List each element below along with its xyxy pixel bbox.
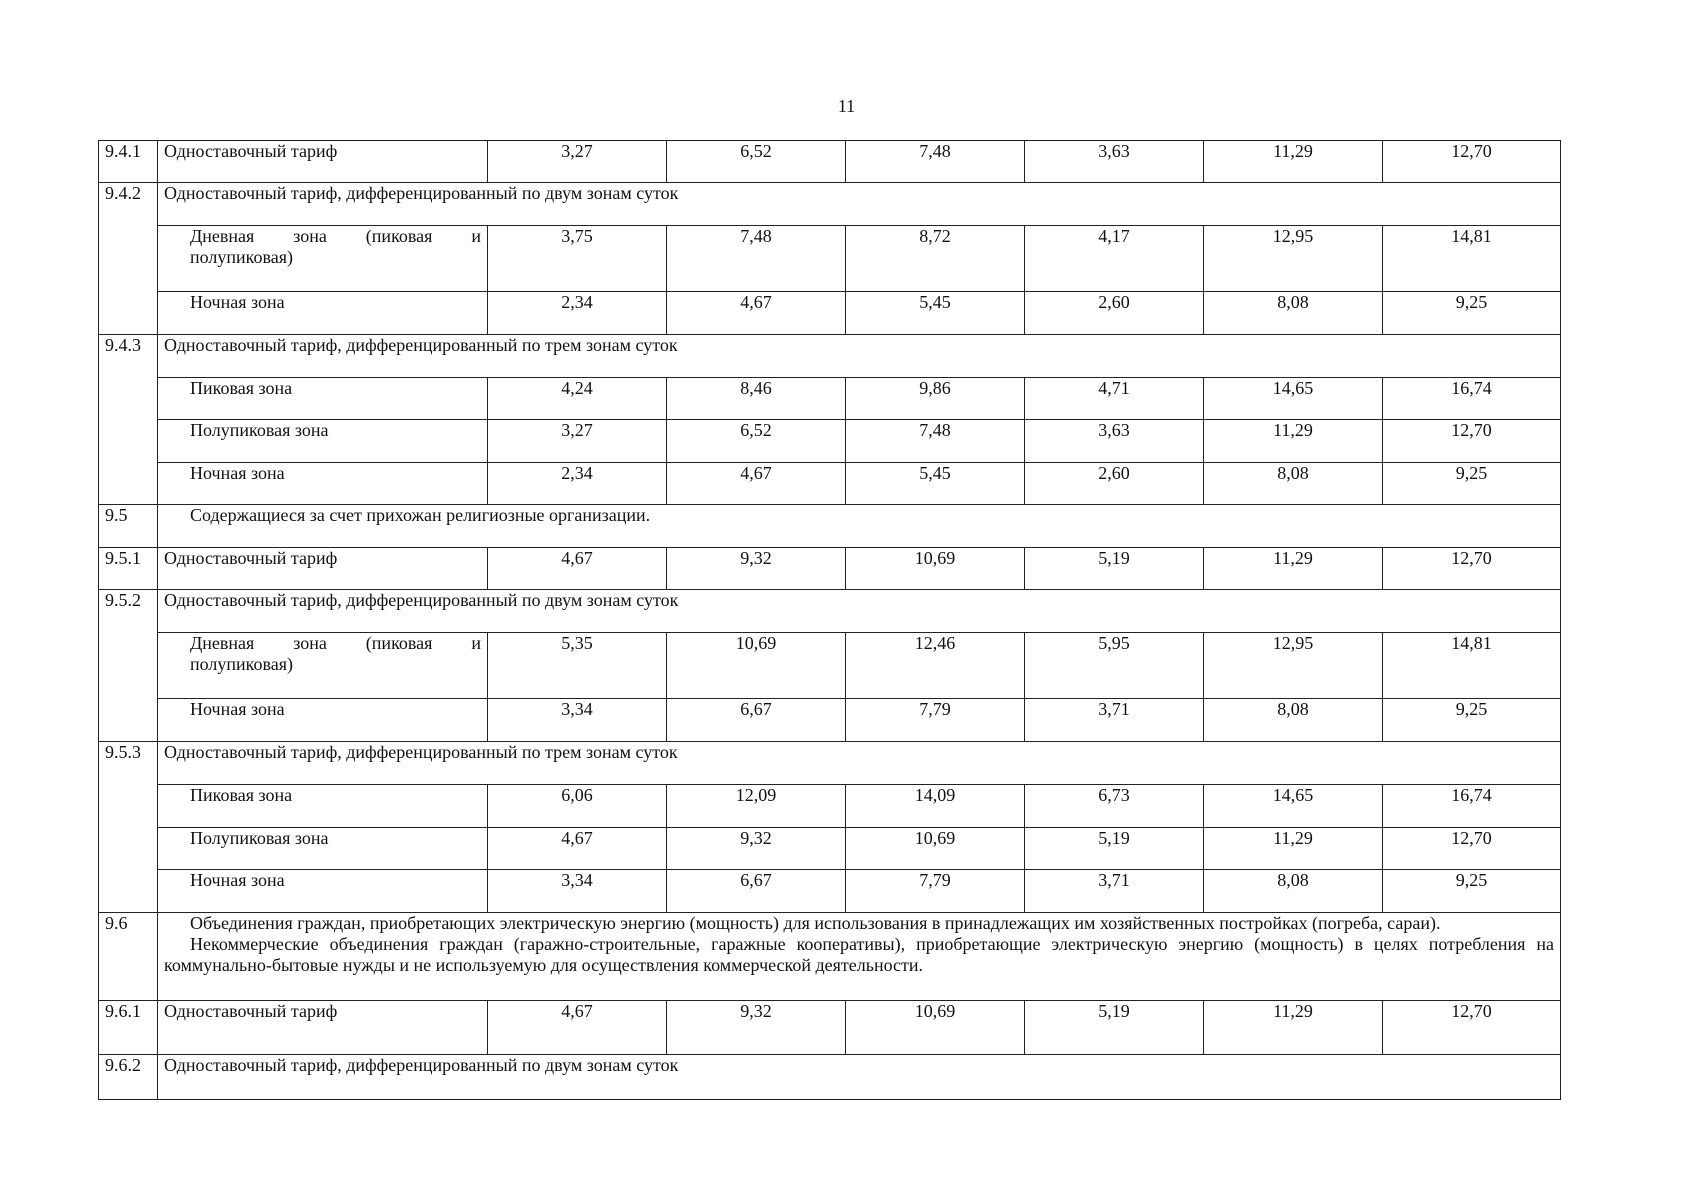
tariff-value: 3,34 bbox=[488, 699, 667, 742]
tariff-value: 8,08 bbox=[1204, 292, 1383, 335]
zone-label: Ночная зона bbox=[158, 699, 488, 742]
zone-label: Ночная зона bbox=[158, 463, 488, 505]
tariff-value: 10,69 bbox=[846, 1001, 1025, 1055]
tariff-value: 4,67 bbox=[488, 1001, 667, 1055]
tariff-value: 11,29 bbox=[1204, 828, 1383, 870]
tariff-value: 9,32 bbox=[667, 1001, 846, 1055]
section-header: Одноставочный тариф, дифференцированный по двум зонам суток bbox=[158, 183, 1561, 226]
category-header: Содержащиеся за счет прихожан религиозные организации. bbox=[158, 505, 1561, 548]
tariff-value: 3,71 bbox=[1025, 699, 1204, 742]
tariff-value: 12,70 bbox=[1383, 548, 1561, 590]
tariff-value: 9,25 bbox=[1383, 463, 1561, 505]
tariff-value: 3,34 bbox=[488, 870, 667, 913]
tariff-value: 11,29 bbox=[1204, 420, 1383, 463]
tariff-value: 6,67 bbox=[667, 699, 846, 742]
tariff-value: 5,95 bbox=[1025, 633, 1204, 699]
tariff-value: 6,06 bbox=[488, 785, 667, 828]
tariff-value: 8,08 bbox=[1204, 699, 1383, 742]
tariff-value: 11,29 bbox=[1204, 1001, 1383, 1055]
zone-label: Ночная зона bbox=[158, 870, 488, 913]
table-row bbox=[99, 548, 1561, 590]
table-row bbox=[99, 1001, 1561, 1055]
tariff-value: 7,48 bbox=[846, 420, 1025, 463]
table-row bbox=[99, 913, 1561, 1001]
table-row bbox=[99, 870, 1561, 913]
tariff-value: 5,35 bbox=[488, 633, 667, 699]
category-description bbox=[158, 913, 1561, 1001]
tariff-value: 5,19 bbox=[1025, 548, 1204, 590]
zone-label: Пиковая зона bbox=[158, 378, 488, 420]
tariff-label: Одноставочный тариф bbox=[158, 548, 488, 590]
tariff-value: 5,45 bbox=[846, 463, 1025, 505]
table-row bbox=[99, 420, 1561, 463]
row-number: 9.5.2 bbox=[99, 590, 158, 742]
page-number: 11 bbox=[837, 96, 856, 116]
tariff-value: 12,09 bbox=[667, 785, 846, 828]
tariff-value: 12,95 bbox=[1204, 226, 1383, 292]
tariff-value: 4,24 bbox=[488, 378, 667, 420]
tariff-table-body bbox=[99, 141, 1561, 1100]
zone-label: Пиковая зона bbox=[158, 785, 488, 828]
section-header: Одноставочный тариф, дифференцированный по трем зонам суток bbox=[158, 335, 1561, 378]
tariff-value: 16,74 bbox=[1383, 378, 1561, 420]
table-row bbox=[99, 590, 1561, 633]
tariff-value: 9,25 bbox=[1383, 292, 1561, 335]
tariff-value: 4,67 bbox=[488, 548, 667, 590]
tariff-value: 3,63 bbox=[1025, 141, 1204, 183]
row-number: 9.4.3 bbox=[99, 335, 158, 505]
table-row bbox=[99, 141, 1561, 183]
tariff-value: 12,70 bbox=[1383, 828, 1561, 870]
zone-label: Полупиковая зона bbox=[158, 420, 488, 463]
tariff-value: 8,46 bbox=[667, 378, 846, 420]
tariff-value: 9,32 bbox=[667, 828, 846, 870]
table-row bbox=[99, 1055, 1561, 1100]
tariff-value: 5,45 bbox=[846, 292, 1025, 335]
category-paragraph: Объединения граждан, приобретающих электрическую энергию (мощность) для использования в принадлежащих им хозяйственных постройках (погреба, сараи). bbox=[190, 913, 1441, 933]
tariff-value: 2,34 bbox=[488, 463, 667, 505]
section-header: Одноставочный тариф, дифференцированный по двум зонам суток bbox=[158, 1055, 1561, 1100]
section-header: Одноставочный тариф, дифференцированный по двум зонам суток bbox=[158, 590, 1561, 633]
row-number: 9.5 bbox=[99, 505, 158, 548]
table-row bbox=[99, 742, 1561, 785]
tariff-value: 3,71 bbox=[1025, 870, 1204, 913]
row-number: 9.6.2 bbox=[99, 1055, 158, 1100]
tariff-value: 7,48 bbox=[846, 141, 1025, 183]
tariff-value: 3,75 bbox=[488, 226, 667, 292]
tariff-value: 9,86 bbox=[846, 378, 1025, 420]
tariff-value: 12,70 bbox=[1383, 1001, 1561, 1055]
table-row bbox=[99, 785, 1561, 828]
tariff-value: 11,29 bbox=[1204, 141, 1383, 183]
tariff-value: 10,69 bbox=[846, 548, 1025, 590]
zone-label: Дневная зона (пиковая и полупиковая) bbox=[158, 633, 488, 699]
section-header: Одноставочный тариф, дифференцированный по трем зонам суток bbox=[158, 742, 1561, 785]
row-number: 9.5.3 bbox=[99, 742, 158, 913]
tariff-value: 6,67 bbox=[667, 870, 846, 913]
table-row bbox=[99, 378, 1561, 420]
row-number: 9.6.1 bbox=[99, 1001, 158, 1055]
table-row bbox=[99, 335, 1561, 378]
tariff-value: 8,08 bbox=[1204, 870, 1383, 913]
tariff-value: 7,48 bbox=[667, 226, 846, 292]
tariff-value: 9,25 bbox=[1383, 870, 1561, 913]
tariff-value: 3,27 bbox=[488, 420, 667, 463]
tariff-value: 14,65 bbox=[1204, 378, 1383, 420]
category-paragraph: Некоммерческие объединения граждан (гаражно-строительные, гаражные кооперативы), приобретающие электрическую энергию (мощность) в целях потребления на коммунально-бытовые нужды и не используемую для осуществления коммерческой деятельности. bbox=[164, 934, 1554, 975]
tariff-value: 4,71 bbox=[1025, 378, 1204, 420]
tariff-value: 2,60 bbox=[1025, 292, 1204, 335]
table-row bbox=[99, 505, 1561, 548]
tariff-value: 6,73 bbox=[1025, 785, 1204, 828]
table-row bbox=[99, 828, 1561, 870]
tariff-value: 4,67 bbox=[667, 463, 846, 505]
tariff-value: 6,52 bbox=[667, 420, 846, 463]
tariff-value: 4,17 bbox=[1025, 226, 1204, 292]
tariff-value: 4,67 bbox=[667, 292, 846, 335]
tariff-value: 12,70 bbox=[1383, 141, 1561, 183]
tariff-value: 14,65 bbox=[1204, 785, 1383, 828]
tariff-value: 14,81 bbox=[1383, 633, 1561, 699]
tariff-value: 12,46 bbox=[846, 633, 1025, 699]
tariff-value: 2,60 bbox=[1025, 463, 1204, 505]
table-row bbox=[99, 226, 1561, 292]
tariff-value: 14,81 bbox=[1383, 226, 1561, 292]
row-number: 9.4.2 bbox=[99, 183, 158, 335]
tariff-value: 12,95 bbox=[1204, 633, 1383, 699]
table-row bbox=[99, 183, 1561, 226]
row-number: 9.6 bbox=[99, 913, 158, 1001]
row-number: 9.4.1 bbox=[99, 141, 158, 183]
row-number: 9.5.1 bbox=[99, 548, 158, 590]
tariff-label: Одноставочный тариф bbox=[158, 141, 488, 183]
tariff-value: 9,32 bbox=[667, 548, 846, 590]
tariff-value: 3,27 bbox=[488, 141, 667, 183]
tariff-value: 7,79 bbox=[846, 699, 1025, 742]
tariff-value: 16,74 bbox=[1383, 785, 1561, 828]
tariff-value: 8,72 bbox=[846, 226, 1025, 292]
table-row bbox=[99, 633, 1561, 699]
tariff-value: 10,69 bbox=[846, 828, 1025, 870]
zone-label: Полупиковая зона bbox=[158, 828, 488, 870]
tariff-table bbox=[98, 140, 1561, 1100]
tariff-value: 5,19 bbox=[1025, 1001, 1204, 1055]
tariff-value: 8,08 bbox=[1204, 463, 1383, 505]
tariff-value: 2,34 bbox=[488, 292, 667, 335]
table-row bbox=[99, 463, 1561, 505]
tariff-value: 14,09 bbox=[846, 785, 1025, 828]
tariff-value: 6,52 bbox=[667, 141, 846, 183]
tariff-value: 9,25 bbox=[1383, 699, 1561, 742]
tariff-value: 3,63 bbox=[1025, 420, 1204, 463]
tariff-value: 4,67 bbox=[488, 828, 667, 870]
zone-label: Дневная зона (пиковая и полупиковая) bbox=[158, 226, 488, 292]
tariff-value: 11,29 bbox=[1204, 548, 1383, 590]
table-row bbox=[99, 699, 1561, 742]
table-row bbox=[99, 292, 1561, 335]
tariff-value: 5,19 bbox=[1025, 828, 1204, 870]
tariff-value: 12,70 bbox=[1383, 420, 1561, 463]
tariff-value: 7,79 bbox=[846, 870, 1025, 913]
zone-label: Ночная зона bbox=[158, 292, 488, 335]
tariff-label: Одноставочный тариф bbox=[158, 1001, 488, 1055]
tariff-value: 10,69 bbox=[667, 633, 846, 699]
